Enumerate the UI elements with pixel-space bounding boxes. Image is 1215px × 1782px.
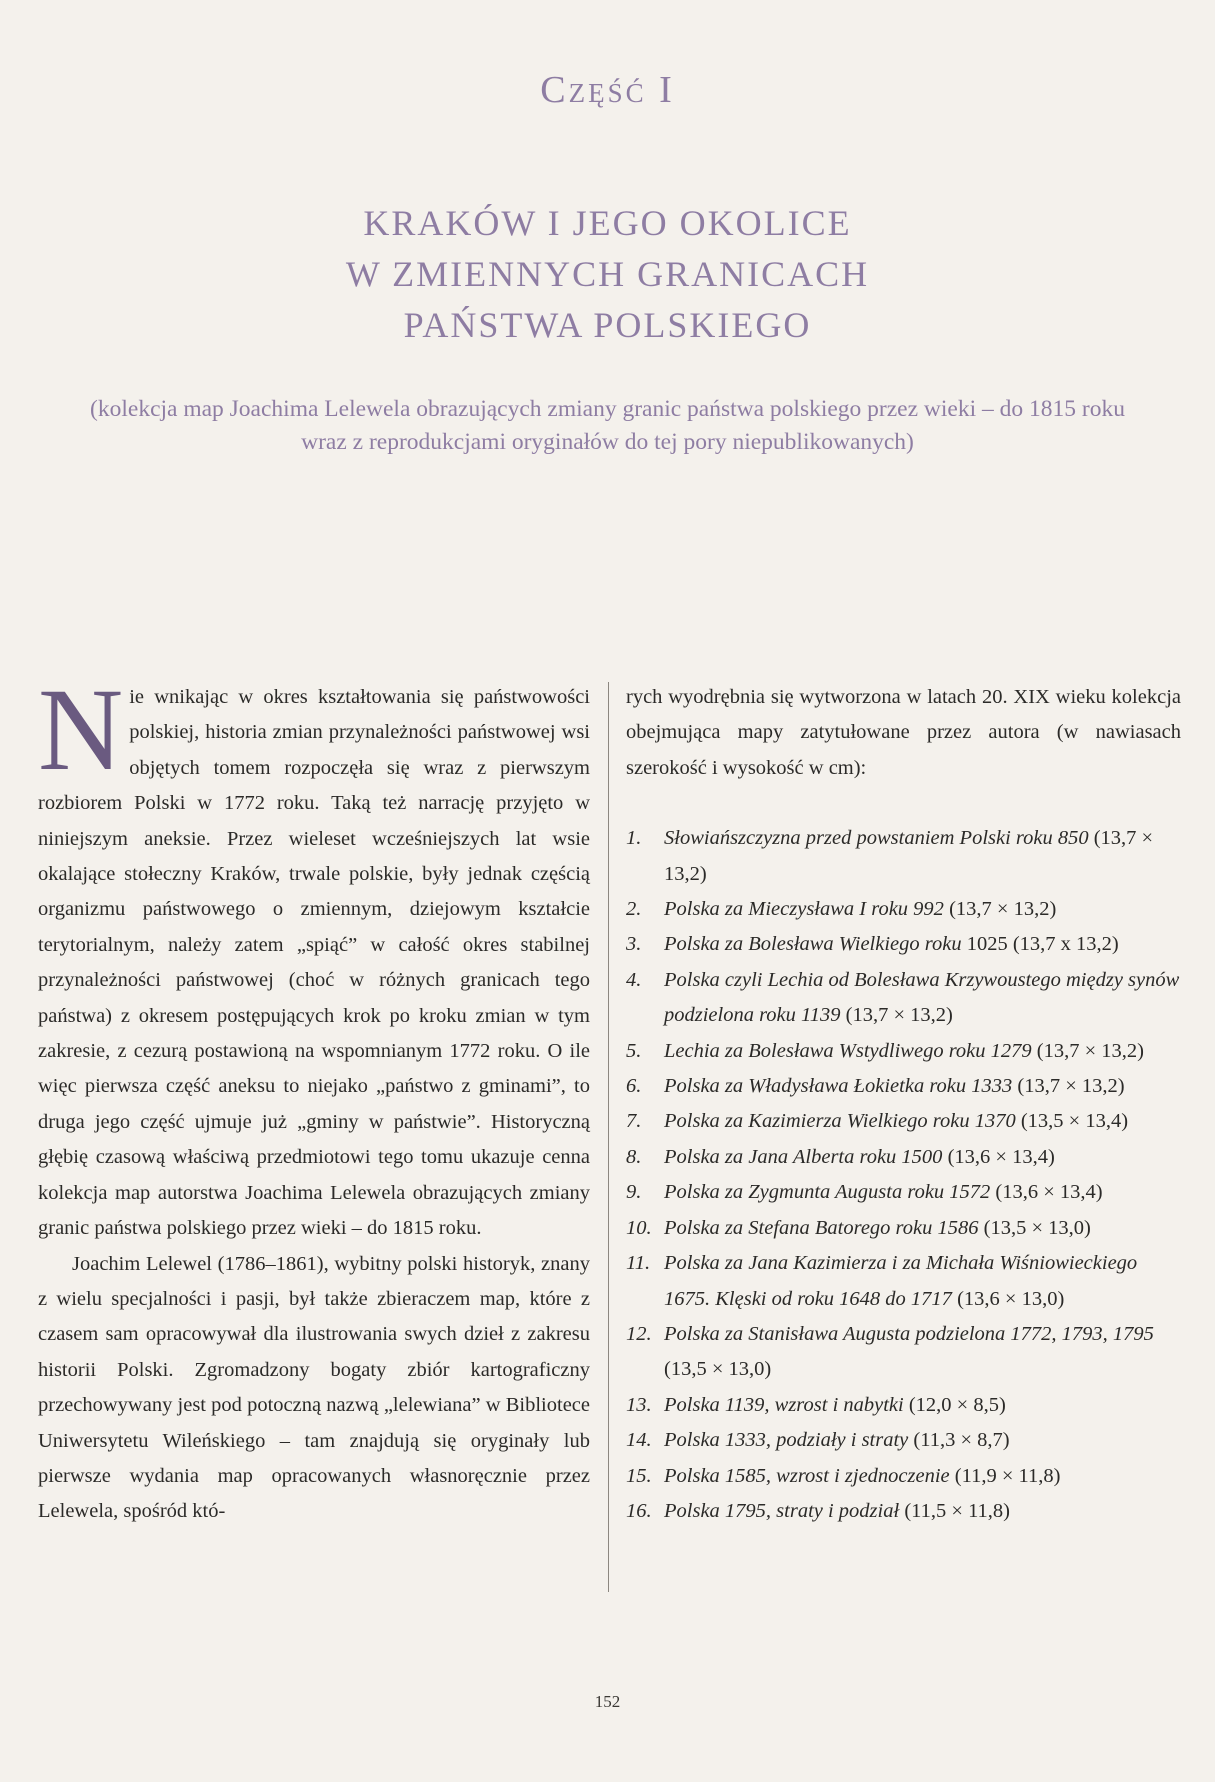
list-item-number: 10. [626, 1216, 652, 1239]
main-title-line-2: W ZMIENNYCH GRANICACH [345, 254, 870, 294]
subtitle [0, 393, 1215, 459]
list-item-number: 14. [626, 1429, 652, 1452]
list-item-number: 12. [626, 1322, 652, 1345]
map-title: Polska 1795, straty i podział [664, 1499, 900, 1522]
map-dimensions: (13,5 × 13,0) [664, 1358, 772, 1381]
map-dimensions: (11,3 × 8,7) [913, 1429, 1010, 1452]
list-item [626, 1388, 1181, 1423]
list-item [626, 1246, 1181, 1317]
list-item-number: 3. [626, 933, 642, 956]
list-item-number: 2. [626, 898, 642, 921]
map-dimensions: (13,7 × 13,2) [1036, 1039, 1144, 1062]
list-item [626, 1140, 1181, 1175]
map-title: Słowiańszczyzna przed powstaniem Polski roku 850 [664, 827, 1089, 850]
column-divider [608, 682, 609, 1592]
list-item [626, 1459, 1181, 1494]
map-dimensions: (13,6 × 13,0) [957, 1287, 1065, 1310]
drop-cap: N [38, 664, 124, 795]
list-item-number: 4. [626, 968, 642, 991]
list-item [626, 1494, 1181, 1529]
list-item-number: 15. [626, 1464, 652, 1487]
map-title: Polska czyli Lechia od Bolesława Krzywoustego między synów podzielona roku 1139 [664, 968, 1180, 1027]
list-item [626, 1423, 1181, 1458]
list-item [626, 927, 1181, 962]
list-item [626, 963, 1181, 1034]
map-title: Polska za Jana Alberta roku 1500 [664, 1145, 943, 1168]
main-title-line-3: PAŃSTWA POLSKIEGO [403, 305, 812, 345]
paragraph-1-text: ie wnikając w okres kształtowania się państwowości polskiej, historia zmian przynależności państwowej wsi objętych tomem rozpoczęła się wraz z pierwszym rozbiorem Polski w 1772 roku. Taką też narrację przyjęto w niniejszym aneksie. Przez wieleset wcześniejszych lat wsie okalające stołeczny Kraków, trwale polskie, były jednak częścią organizmu państwowego o zmiennym, dziejowym kształcie terytorialnym, należy zatem „spiąć” w całość okres stabilnej przynależności państwowej (choć w różnych granicach tego państwa) z okresem postępujących krok po kroku zmian w tym zakresie, z cezurą postawioną na wspomnianym 1772 roku. O ile więc pierwsza część aneksu to niejako „państwo z gminami”, to druga jego część ujmuje już „gminy w państwie”. Historyczną głębię czasową właściwą przedmiotowi tego tomu ukazuje cenna kolekcja map autorstwa Joachima Lelewela obrazujących zmiany granic państwa polskiego przez wieki – do 1815 roku. [38, 686, 590, 1240]
map-title: Polska za Władysława Łokietka roku 1333 [664, 1075, 1013, 1098]
list-item-number: 9. [626, 1181, 642, 1204]
list-item-number: 7. [626, 1110, 642, 1133]
subtitle-line-1: (kolekcja map Joachima Lelewela obrazujących zmiany granic państwa polskiego przez wieki – do 1815 roku [90, 396, 1125, 422]
map-dimensions: (13,6 × 13,4) [995, 1181, 1103, 1204]
list-item [626, 1317, 1181, 1388]
list-item-number: 8. [626, 1145, 642, 1168]
map-title: Polska 1585, wzrost i zjednoczenie [664, 1464, 950, 1487]
map-list-intro: rych wyodrębnia się wytworzona w latach 20. XIX wieku kolekcja obejmująca mapy zatytułowane przez autora (w nawiasach szerokość i wysokość w cm): [626, 686, 1181, 779]
map-title: Polska za Stefana Batorego roku 1586 [664, 1216, 979, 1239]
map-title: Polska 1333, podziały i straty [664, 1429, 909, 1452]
left-column [38, 664, 590, 1530]
subtitle-line-2: wraz z reprodukcjami oryginałów do tej pory niepublikowanych) [301, 429, 914, 455]
list-item [626, 1104, 1181, 1139]
map-title: Polska za Mieczysława I roku 992 [664, 898, 944, 921]
part-title: Część I [540, 69, 675, 111]
paragraph-1 [38, 664, 590, 1247]
map-list [626, 821, 1181, 1529]
map-dimensions: (13,7 × 13,2) [1017, 1075, 1125, 1098]
list-item [626, 821, 1181, 892]
map-dimensions: (11,5 × 11,8) [904, 1499, 1011, 1522]
list-item [626, 1069, 1181, 1104]
map-title: Polska za Zygmunta Augusta roku 1572 [664, 1181, 991, 1204]
map-title: Polska za Stanisława Augusta podzielona 1772, 1793, 1795 [664, 1322, 1154, 1345]
map-dimensions: (11,9 × 11,8) [954, 1464, 1061, 1487]
list-item-number: 16. [626, 1499, 652, 1522]
map-dimensions: (13,7 × 13,2) [949, 898, 1057, 921]
list-item [626, 1211, 1181, 1246]
map-dimensions: (13,5 × 13,4) [1020, 1110, 1129, 1133]
map-title: Polska 1139, wzrost i nabytki [664, 1393, 904, 1416]
map-dimensions: (13,7 × 13,2) [664, 827, 1154, 885]
map-dimensions: (13,6 × 13,4) [947, 1145, 1055, 1168]
main-title [0, 198, 1215, 351]
map-dimensions: 1025 (13,7 x 13,2) [966, 933, 1119, 956]
list-item-number: 1. [626, 827, 642, 850]
map-dimensions: (13,5 × 13,0) [983, 1216, 1091, 1239]
right-column [626, 680, 1181, 1529]
list-item [626, 892, 1181, 927]
list-item [626, 1175, 1181, 1210]
map-title: Polska za Jana Kazimierza i za Michała Wiśniowieckiego 1675. Klęski od roku 1648 do 1717 [664, 1252, 1138, 1310]
main-title-line-1: KRAKÓW I JEGO OKOLICE [363, 203, 852, 243]
page-number: 152 [594, 1692, 621, 1711]
list-item-number: 13. [626, 1393, 652, 1416]
map-title: Polska za Bolesława Wielkiego roku [664, 933, 962, 956]
paragraph-2: Joachim Lelewel (1786–1861), wybitny polski historyk, znany z wielu specjalności i pasji, był także zbieraczem map, które z czasem sam opracowywał dla ilustrowania swych dzieł z zakresu historii Polski. Zgromadzony bogaty zbiór kartograficzny przechowywany jest pod potoczną nazwą „lelewiana” w Bibliotece Uniwersytetu Wileńskiego – tam znajdują się oryginały lub pierwsze wydania map opracowanych własnoręcznie przez Lelewela, spośród któ- [38, 1252, 590, 1523]
list-item-number: 11. [626, 1252, 651, 1275]
map-title: Polska za Kazimierza Wielkiego roku 1370 [664, 1110, 1016, 1133]
list-item-number: 5. [626, 1039, 642, 1062]
list-item [626, 1034, 1181, 1069]
map-dimensions: (12,0 × 8,5) [908, 1393, 1006, 1416]
list-item-number: 6. [626, 1075, 642, 1098]
map-title: Lechia za Bolesława Wstydliwego roku 1279 [664, 1039, 1032, 1062]
map-dimensions: (13,7 × 13,2) [845, 1004, 953, 1027]
